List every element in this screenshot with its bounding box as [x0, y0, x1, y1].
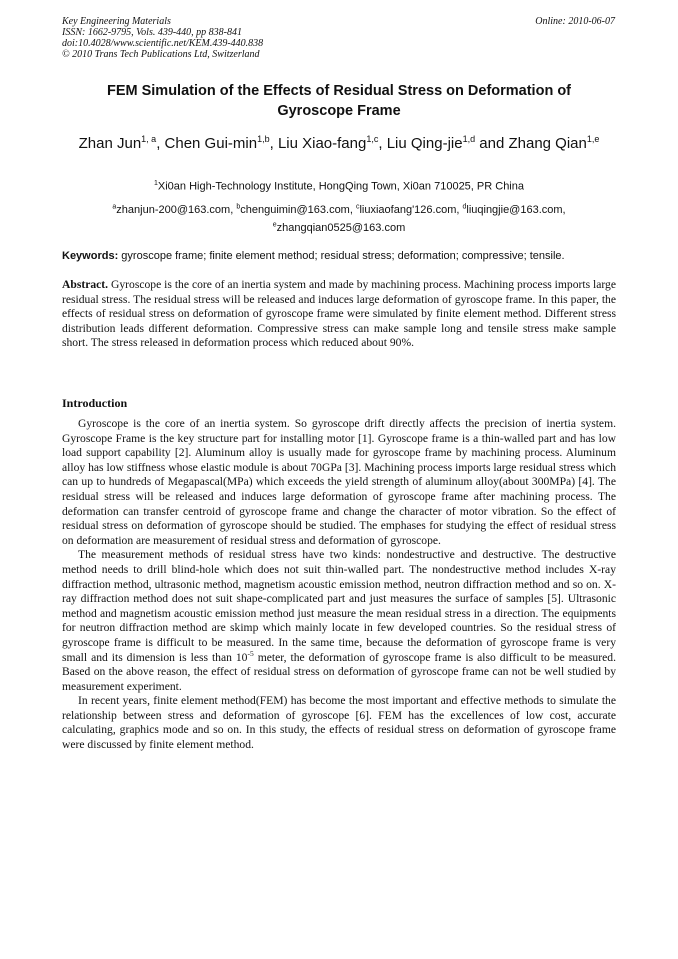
paragraph: In recent years, finite element method(FEM) has become the most important and effective methods to simulate the relationship between stress and deformation of gyroscope [6]. FEM has the excellences of low cost, accurate calculating, graphics mode and so on. In this study, the effects of residual stress on deformation of gyroscope frame were discussed by finite element method.: [62, 694, 616, 752]
abstract: [62, 278, 616, 351]
email-link[interactable]: $^b$chenguimin@163.com,: [236, 203, 356, 216]
email-link[interactable]: $^c$liuxiaofang'126.com,: [355, 203, 463, 216]
paragraph: The measurement methods of residual stress have two kinds: nondestructive and destructive. The destructive method needs to drill blind-hole which does not suit thin-walled part. The nondestructive method includes X-ray diffraction method, ultrasonic method, magnetism acoustic emission method, neutron diffraction method and so on. X-ray diffraction method does not suit shape-complicated part and just measures the surface of samples [5]. Ultrasonic method and magnetism acoustic emission method just measure the mean residual stress in a direction. The equipments for neutron diffraction method are skimp which mainly locate in few developed countries. So the residual stress of gyroscope frame is difficult to be measured. In the same time, because the deformation of gyroscope frame is very small and its dimension is less than $10^{-5}$ meter, the deformation of gyroscope frame is also difficult to be measured. Based on the above reason, the effect of residual stress on deformation of gyroscope frame can not be well studied by measurement experiment.: [62, 548, 616, 693]
online-date: Online: 2010-06-07: [535, 16, 615, 27]
keywords-text: gyroscope frame; finite element method; residual stress; deformation; compressive; tensile.: [118, 250, 565, 262]
doi-line: doi:10.4028/www.scientific.net/KEM.439-440.838: [62, 38, 264, 49]
journal-header: [62, 16, 263, 60]
author-list: Zhan Jun$^{1, a}$, Chen Gui-$\min^{1,b}$, Liu Xiao-fang$^{1,c}$, Liu Qing-jie$^{1,d}$ and Zhang Qian$^{1,e}$: [78, 134, 600, 152]
abstract-text: Gyroscope is the core of an inertia system and made by machining process. Machining process imports large residual stress. The residual stress will be released and induces large deformation of gyroscope frame. In this paper, the effects of residual stress on deformation of gyroscope frame were simulated by finite element method. Different stress distribution leads different deformation. Compressive stress can make sample long and tensile stress make sample short. The stress released in deformation process which reduced about 90%.: [62, 278, 616, 350]
affiliation: $^1$Xi0an High-Technology Institute, HongQing Town, Xi0an 710025, PR China: [154, 180, 524, 193]
paragraph: Gyroscope is the core of an inertia system. So gyroscope drift directly affects the precision of inertia system. Gyroscope Frame is the key structure part for installing motor [1]. Gyroscope frame is a thin-walled part and has low load support capability [2]. Aluminum alloy is usually made for gyroscope frame by machining process. Aluminum alloy has low stiffness whose elastic module is about 70GPa [3]. Machining process imports large residual stress which can up to hundreds of Megapascal(MPa) which exceeds the yield strength of aluminum alloy(about 300MPa) [4]. The residual stress will be released and induces large deformation of gyroscope frame after machining process. The deformation can transfer centroid of gyroscope frame and change the character of motor vibration. So the effect of residual stress on deformation of gyroscope should be studied. The emphases for studying the effect of residual stress on deformation are measurement of residual stress and deformation of gyroscope.: [62, 417, 616, 547]
author: Chen Gui-$\min^{1,b}$: [164, 134, 270, 152]
author: Zhan Jun$^{1, a}$: [78, 134, 157, 152]
email-link[interactable]: $^d$liuqingjie@163.com,: [462, 203, 566, 216]
author: Liu Xiao-fang$^{1,c}$: [277, 134, 379, 152]
introduction-body: [62, 417, 616, 753]
issn-line: ISSN: 1662-9795, Vols. 439-440, pp 838-841: [62, 27, 242, 38]
author: Liu Qing-jie$^{1,d}$: [386, 134, 476, 152]
email-link[interactable]: $^e$zhangqian0525@163.com: [272, 221, 406, 235]
keywords: [62, 249, 616, 263]
email-link[interactable]: $^a$zhanjun-200@163.com,: [112, 203, 237, 216]
email-list: [62, 199, 616, 236]
section-heading: Introduction: [62, 396, 128, 410]
abstract-label: Abstract.: [62, 278, 109, 291]
author: Zhang Qian$^{1,e}$: [508, 134, 600, 152]
keywords-label: Keywords:: [62, 250, 119, 262]
journal-name: Key Engineering Materials: [62, 16, 171, 27]
copyright-line: © 2010 Trans Tech Publications Ltd, Switzerland: [62, 49, 260, 60]
paper-title: FEM Simulation of the Effects of Residual Stress on Deformation of Gyroscope Frame: [106, 83, 572, 119]
